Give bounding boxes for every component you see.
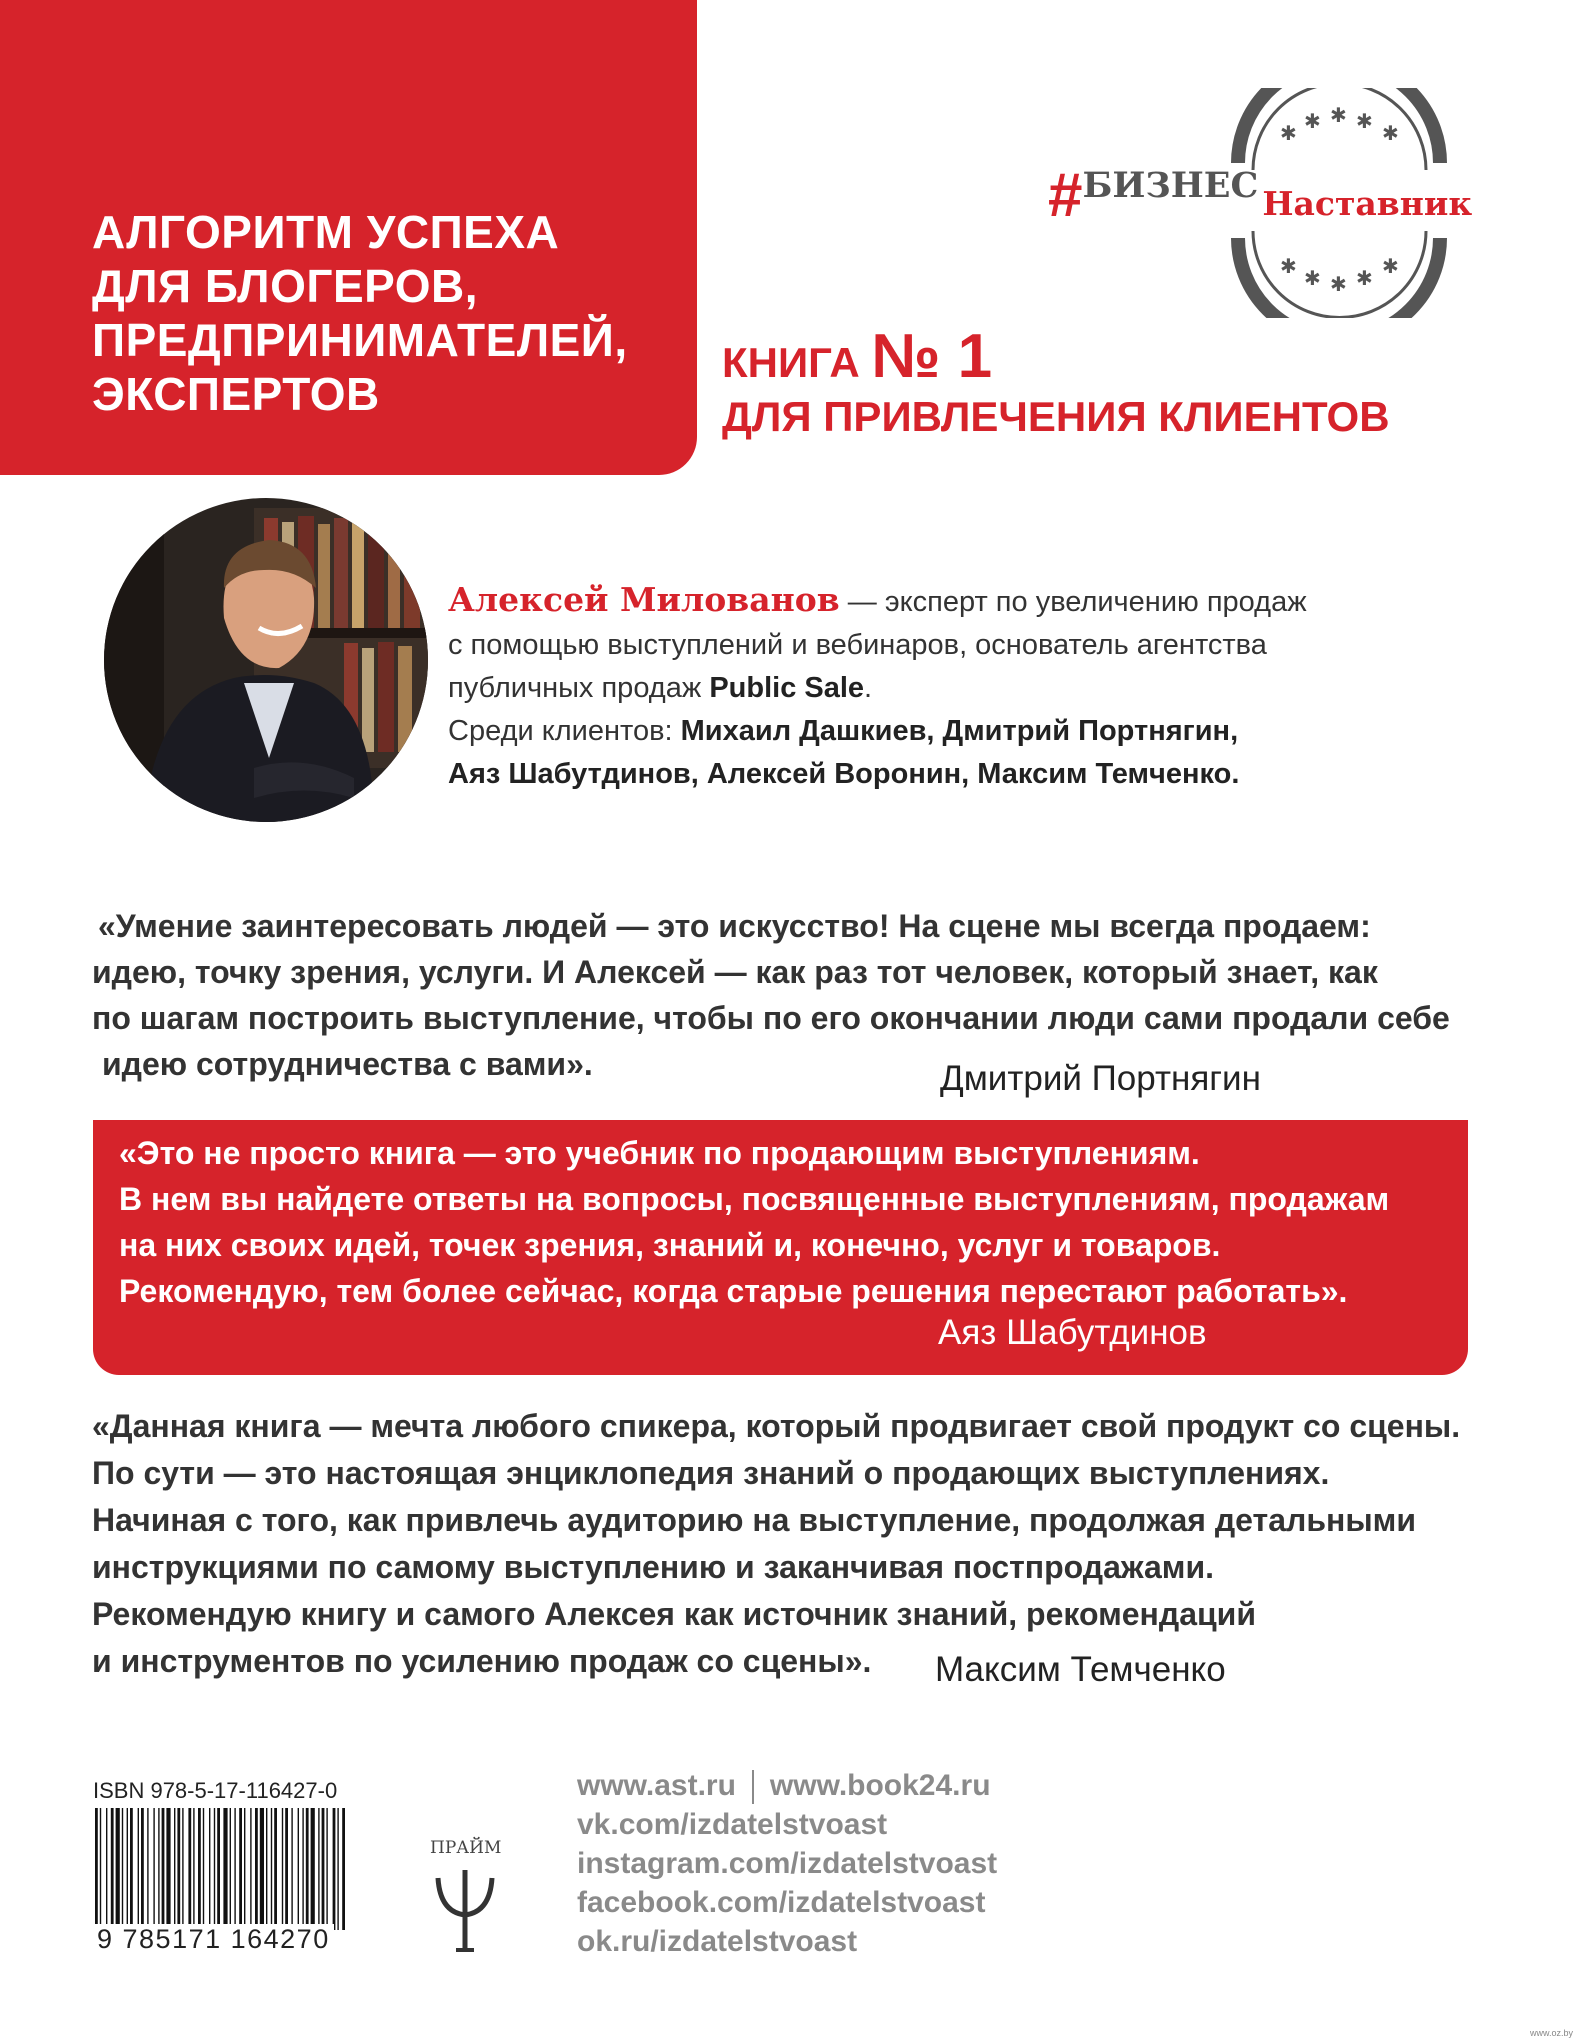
barcode-bar xyxy=(203,1808,204,1930)
quote-line: по шагам построить выступление, чтобы по его окончании люди сами продали себе xyxy=(92,1000,1450,1036)
barcode-bar xyxy=(285,1808,288,1930)
quote-line: «Умение заинтересовать людей — это искусство! На сцене мы всегда продаем: xyxy=(98,908,1371,944)
barcode-bar xyxy=(244,1808,245,1930)
link-ok[interactable]: ok.ru/izdatelstvoast xyxy=(577,1925,858,1958)
barcode-bar xyxy=(250,1808,251,1930)
isbn: ISBN 978-5-17-116427-0 xyxy=(93,1778,338,1803)
barcode-bar xyxy=(141,1808,144,1930)
svg-text:✱: ✱ xyxy=(1280,121,1297,145)
barcode-bar xyxy=(198,1808,201,1930)
barcode-bar xyxy=(326,1808,327,1930)
barcode-bar xyxy=(337,1808,338,1930)
link-facebook[interactable]: facebook.com/izdatelstvoast xyxy=(577,1886,986,1919)
barcode-bar xyxy=(122,1808,123,1930)
svg-text:✱: ✱ xyxy=(1382,254,1399,278)
bio-clients: Михаил Дашкиев, Дмитрий Портнягин, xyxy=(680,715,1239,747)
author-name: Алексей Милованов xyxy=(448,580,840,619)
barcode-bar xyxy=(223,1808,227,1930)
link-divider xyxy=(752,1770,754,1804)
barcode-bar xyxy=(162,1808,165,1930)
bio-brand: Public Sale xyxy=(709,672,865,704)
barcode-bar xyxy=(188,1808,191,1930)
quote-author: Максим Темченко xyxy=(935,1650,1226,1689)
quote-author: Дмитрий Портнягин xyxy=(940,1059,1261,1098)
barcode-bar xyxy=(266,1808,267,1930)
stamp-word-mentor: Наставник xyxy=(1262,184,1473,223)
tagline-book: КНИГА xyxy=(722,339,872,386)
barcode-bar xyxy=(333,1808,336,1930)
watermark: www.oz.by xyxy=(1530,2028,1574,2038)
barcode-bar xyxy=(302,1808,303,1930)
barcode-bar xyxy=(260,1808,264,1930)
quote-line: Рекомендую, тем более сейчас, когда старые решения перестают работать». xyxy=(119,1273,1348,1309)
psi-logo-icon xyxy=(430,1860,500,1955)
headline-line: ПРЕДПРИНИМАТЕЛЕЙ, xyxy=(92,314,628,366)
quote-line: Начиная с того, как привлечь аудиторию на выступление, продолжая детальными xyxy=(92,1502,1417,1538)
barcode-bar xyxy=(322,1808,325,1930)
barcode-bar xyxy=(209,1808,210,1930)
headline-line: ДЛЯ БЛОГЕРОВ, xyxy=(92,260,478,312)
barcode-bar xyxy=(182,1808,183,1930)
tagline-line2: ДЛЯ ПРИВЛЕЧЕНИЯ КЛИЕНТОВ xyxy=(722,393,1390,440)
quote-line: идею, точку зрения, услуги. И Алексей — как раз тот человек, который знает, как xyxy=(92,954,1378,990)
publisher-name: ПРАЙМ xyxy=(430,1838,502,1858)
barcode-bar xyxy=(255,1808,258,1930)
barcode-bar xyxy=(174,1808,175,1930)
link-book24[interactable]: www.book24.ru xyxy=(769,1769,991,1802)
barcode-bar xyxy=(214,1808,215,1930)
svg-text:✱: ✱ xyxy=(1330,103,1347,127)
barcode-bar xyxy=(111,1808,114,1930)
quote-line: «Это не просто книга — это учебник по продающим выступлениям. xyxy=(119,1135,1200,1171)
barcode-bar xyxy=(106,1808,107,1930)
svg-text:✱: ✱ xyxy=(1280,254,1297,278)
bio-clients: Аяз Шабутдинов, Алексей Воронин, Максим Темченко. xyxy=(448,758,1240,790)
tagline xyxy=(722,322,1390,444)
barcode-bar xyxy=(342,1808,345,1930)
barcode-bar xyxy=(230,1808,231,1930)
bio-text: Среди клиентов: xyxy=(448,715,681,747)
barcode-bar xyxy=(298,1808,299,1930)
author-bio xyxy=(448,578,1448,796)
barcode-bar xyxy=(282,1808,283,1930)
quote-author: Аяз Шабутдинов xyxy=(938,1313,1207,1352)
quote-line: на них своих идей, точек зрения, знаний и, конечно, услуг и товаров. xyxy=(119,1227,1221,1263)
quote-line: По сути — это настоящая энциклопедия знаний о продающих выступлениях. xyxy=(92,1455,1330,1491)
author-photo xyxy=(104,498,428,822)
quote-temchenko xyxy=(92,1403,1460,1685)
svg-text:✱: ✱ xyxy=(1356,266,1373,290)
stamp-word-business: БИЗНЕС xyxy=(1082,165,1259,206)
barcode-bar xyxy=(311,1808,315,1930)
quote-shabutdinov xyxy=(119,1130,1389,1314)
bio-text: — эксперт по увеличению продаж xyxy=(839,586,1307,618)
link-ast[interactable]: www.ast.ru xyxy=(577,1769,736,1802)
barcode-bar xyxy=(291,1808,292,1930)
svg-text:✱: ✱ xyxy=(1382,121,1399,145)
headline xyxy=(92,205,692,421)
svg-text:✱: ✱ xyxy=(1304,109,1321,133)
quote-line: «Данная книга — мечта любого спикера, который продвигает свой продукт со сцены. xyxy=(92,1408,1461,1444)
quote-line: и инструментов по усилению продаж со сцены». xyxy=(92,1643,872,1679)
quote-line: Рекомендую книгу и самого Алексея как источник знаний, рекомендаций xyxy=(92,1596,1256,1632)
barcode-bar xyxy=(217,1808,220,1930)
quote-line: В нем вы найдете ответы на вопросы, посвященные выступлениям, продажам xyxy=(119,1181,1390,1217)
quote-line: инструкциями по самому выступлению и заканчивая постпродажами. xyxy=(92,1549,1215,1585)
link-vk[interactable]: vk.com/izdatelstvoast xyxy=(577,1808,888,1841)
barcode-bar xyxy=(130,1808,133,1930)
barcode-number: 9 785171 164270 xyxy=(93,1924,334,1955)
barcode-bar xyxy=(138,1808,139,1930)
tagline-number: № 1 xyxy=(871,322,993,391)
barcode-bar xyxy=(318,1808,319,1930)
bio-text: публичных продаж xyxy=(448,672,710,704)
svg-text:✱: ✱ xyxy=(1356,109,1373,133)
bio-text: с помощью выступлений и вебинаров, основатель агентства xyxy=(448,629,1267,661)
svg-text:✱: ✱ xyxy=(1304,266,1321,290)
barcode-bar xyxy=(158,1808,159,1930)
headline-line: ЭКСПЕРТОВ xyxy=(92,368,380,420)
barcode-bar xyxy=(166,1808,170,1930)
barcode-bar xyxy=(116,1808,120,1930)
stamp-hash: # xyxy=(1048,161,1083,230)
barcode-bar xyxy=(147,1808,148,1930)
barcode-bar xyxy=(271,1808,272,1930)
barcode-bar xyxy=(177,1808,180,1930)
barcode-bar xyxy=(193,1808,194,1930)
publisher-links xyxy=(577,1766,997,1961)
barcode-bar xyxy=(274,1808,277,1930)
headline-line: АЛГОРИТМ УСПЕХА xyxy=(92,206,560,258)
barcode-bar xyxy=(306,1808,309,1930)
svg-text:✱: ✱ xyxy=(1330,272,1347,296)
bio-text: . xyxy=(864,672,873,704)
link-instagram[interactable]: instagram.com/izdatelstvoast xyxy=(577,1847,998,1880)
stamp-label xyxy=(1048,160,1472,231)
barcode-bar xyxy=(153,1808,154,1930)
quote-line: идею сотрудничества с вами». xyxy=(102,1046,593,1082)
barcode-bar xyxy=(127,1808,128,1930)
